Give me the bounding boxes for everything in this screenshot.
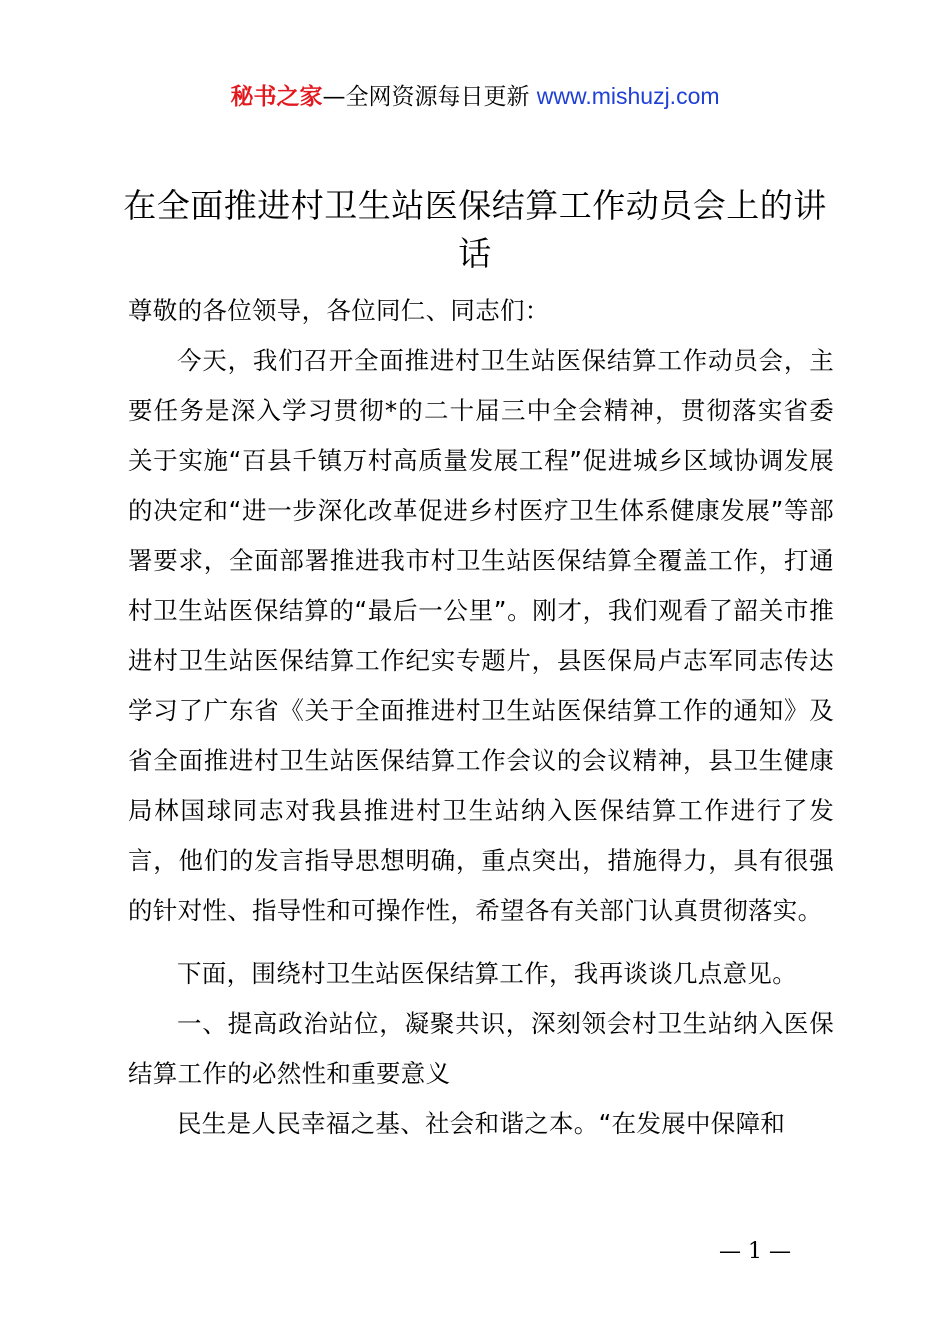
- document-title: 在全面推进村卫生站医保结算工作动员会上的讲话: [123, 186, 827, 273]
- banner-tagline: —全网资源每日更新: [322, 84, 537, 110]
- banner-url[interactable]: www.mishuzj.com: [536, 83, 720, 109]
- site-banner: [0, 80, 950, 113]
- document-body: [128, 286, 834, 1149]
- section-heading: 一、提高政治站位，凝聚共识，深刻领会村卫生站纳入医保结算工作的必然性和重要意义: [128, 1009, 834, 1088]
- banner-brand: 秘书之家: [230, 84, 323, 110]
- salutation: 尊敬的各位领导，各位同仁、同志们：: [128, 296, 550, 325]
- paragraph-intro: 今天，我们召开全面推进村卫生站医保结算工作动员会，主要任务是深入学习贯彻*的二十届三中全会精神，贯彻落实省委关于实施“百县千镇万村高质量发展工程”促进城乡区域协调发展的决定和“进一步深化改革促进乡村医疗卫生体系健康发展”等部署要求，全面部署推进我市村卫生站医保结算全覆盖工作，打通村卫生站医保结算的“最后一公里”。刚才，我们观看了韶关市推进村卫生站医保结算工作纪实专题片，县医保局卢志军同志传达学习了广东省《关于全面推进村卫生站医保结算工作的通知》及省全面推进村卫生站医保结算工作会议的会议精神，县卫生健康局林国球同志对我县推进村卫生站纳入医保结算工作进行了发言，他们的发言指导思想明确，重点突出，措施得力，具有很强的针对性、指导性和可操作性，希望各有关部门认真贯彻落实。: [128, 346, 834, 925]
- page-number: — 1 —: [719, 1239, 791, 1264]
- paragraph-transition: 下面，围绕村卫生站医保结算工作，我再谈谈几点意见。: [177, 959, 797, 988]
- paragraph-last: 民生是人民幸福之基、社会和谐之本。“在发展中保障和: [177, 1109, 786, 1138]
